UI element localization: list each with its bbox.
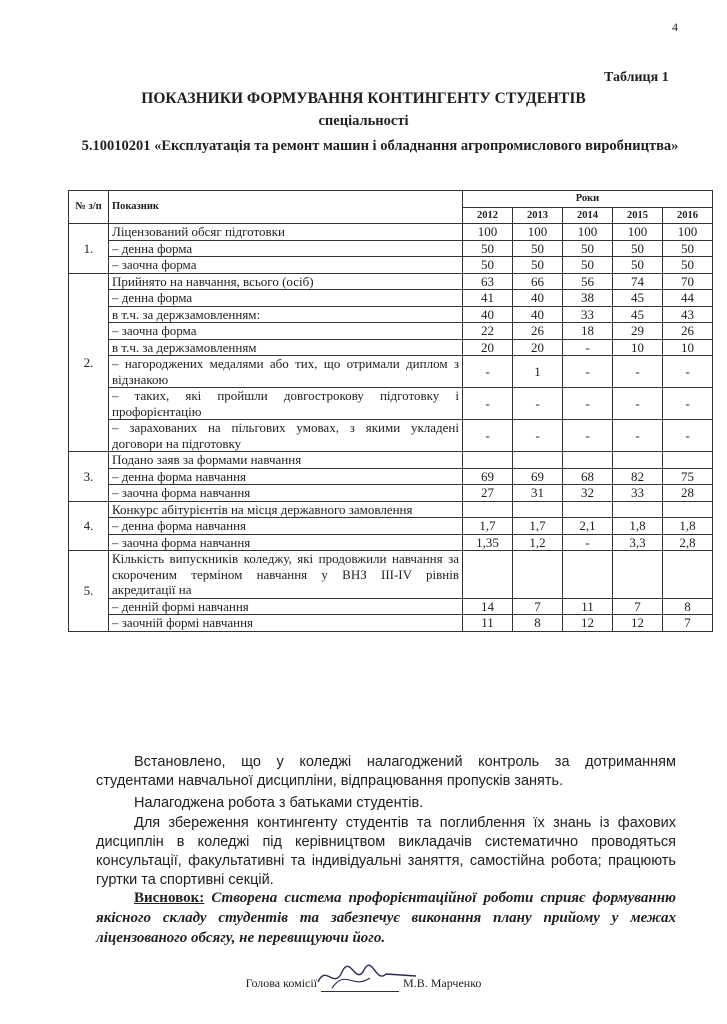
value-cell: 44 bbox=[663, 290, 713, 307]
value-cell: 69 bbox=[513, 468, 563, 485]
value-cell: - bbox=[563, 534, 613, 551]
value-cell: 29 bbox=[613, 323, 663, 340]
value-cell: 7 bbox=[613, 598, 663, 615]
value-cell: 7 bbox=[663, 615, 713, 632]
signature-blank bbox=[321, 976, 399, 992]
group-number: 4. bbox=[69, 501, 109, 551]
value-cell: 43 bbox=[663, 306, 713, 323]
value-cell: 100 bbox=[513, 224, 563, 241]
table-row bbox=[69, 273, 713, 290]
value-cell: 1,8 bbox=[663, 518, 713, 535]
value-cell bbox=[563, 452, 613, 469]
value-cell: 33 bbox=[563, 306, 613, 323]
table-row bbox=[69, 485, 713, 502]
value-cell: 18 bbox=[563, 323, 613, 340]
signature-line bbox=[0, 976, 727, 992]
value-cell: 45 bbox=[613, 306, 663, 323]
indicator-label: – заочна форма навчання bbox=[109, 534, 463, 551]
table-row bbox=[69, 598, 713, 615]
table-row bbox=[69, 452, 713, 469]
value-cell: 32 bbox=[563, 485, 613, 502]
header-year-2015: 2015 bbox=[613, 207, 663, 224]
value-cell: - bbox=[563, 388, 613, 420]
table-row bbox=[69, 615, 713, 632]
value-cell: 2,8 bbox=[663, 534, 713, 551]
value-cell: 7 bbox=[513, 598, 563, 615]
value-cell: 27 bbox=[463, 485, 513, 502]
value-cell: - bbox=[513, 388, 563, 420]
value-cell: - bbox=[563, 356, 613, 388]
value-cell: 11 bbox=[563, 598, 613, 615]
value-cell: 40 bbox=[513, 306, 563, 323]
indicator-label: Подано заяв за формами навчання bbox=[109, 452, 463, 469]
value-cell: - bbox=[463, 356, 513, 388]
indicator-label: – денна форма bbox=[109, 290, 463, 307]
value-cell: 50 bbox=[513, 257, 563, 274]
indicator-label: Кількість випускників коледжу, які продовжили навчання за скороченим терміном навчання у ВНЗ ІІІ-ІV рівнів акредитації на bbox=[109, 551, 463, 599]
paragraph-text: Встановлено, що у коледжі налагоджений контроль за дотриманням студентами навчальної дисципліни, відпрацювання пропусків занять. bbox=[96, 754, 676, 789]
value-cell: 70 bbox=[663, 273, 713, 290]
header-indicator: Показник bbox=[109, 191, 463, 224]
indicator-label: – заочна форма bbox=[109, 257, 463, 274]
value-cell: 20 bbox=[463, 339, 513, 356]
value-cell: - bbox=[563, 339, 613, 356]
value-cell: 50 bbox=[663, 240, 713, 257]
value-cell: 75 bbox=[663, 468, 713, 485]
value-cell: 50 bbox=[563, 257, 613, 274]
value-cell: 74 bbox=[613, 273, 663, 290]
paragraph-text: Налагоджена робота з батьками студентів. bbox=[134, 795, 424, 811]
value-cell: 1 bbox=[513, 356, 563, 388]
table-row bbox=[69, 356, 713, 388]
header-years-group: Роки bbox=[463, 191, 713, 208]
conclusion-heading: Висновок: bbox=[134, 890, 205, 906]
value-cell: 100 bbox=[563, 224, 613, 241]
value-cell: 26 bbox=[513, 323, 563, 340]
value-cell: 8 bbox=[663, 598, 713, 615]
value-cell: 100 bbox=[463, 224, 513, 241]
indicator-label: – заочній формі навчання bbox=[109, 615, 463, 632]
value-cell: - bbox=[663, 356, 713, 388]
value-cell: 3,3 bbox=[613, 534, 663, 551]
value-cell: 63 bbox=[463, 273, 513, 290]
value-cell bbox=[513, 551, 563, 599]
document-title: ПОКАЗНИКИ ФОРМУВАННЯ КОНТИНГЕНТУ СТУДЕНТІВ bbox=[141, 90, 586, 107]
value-cell: 1,8 bbox=[613, 518, 663, 535]
indicator-label: – денна форма навчання bbox=[109, 518, 463, 535]
value-cell bbox=[613, 551, 663, 599]
value-cell bbox=[663, 551, 713, 599]
value-cell: 50 bbox=[613, 257, 663, 274]
value-cell: 40 bbox=[463, 306, 513, 323]
specialty-name: 5.10010201 «Експлуатація та ремонт машин і обладнання агропромислового виробництва» bbox=[81, 138, 679, 154]
indicator-label: – нагороджених медалями або тих, що отримали диплом з відзнакою bbox=[109, 356, 463, 388]
value-cell: 10 bbox=[663, 339, 713, 356]
conclusion-text: Створена система профорієнтаційної роботи сприяє формуванню якісного складу студентів та забезпечує виконання плану прийому у межах ліцензованого обсягу, не перевищуючи його. bbox=[96, 890, 677, 946]
table-row bbox=[69, 257, 713, 274]
value-cell: 28 bbox=[663, 485, 713, 502]
value-cell: 56 bbox=[563, 273, 613, 290]
conclusion bbox=[96, 888, 676, 948]
value-cell bbox=[513, 452, 563, 469]
paragraph-parents bbox=[96, 794, 676, 813]
value-cell: - bbox=[613, 420, 663, 452]
signature-name: М.В. Марченко bbox=[403, 976, 482, 990]
value-cell: 40 bbox=[513, 290, 563, 307]
header-num: № з/п bbox=[69, 191, 109, 224]
value-cell: 2,1 bbox=[563, 518, 613, 535]
value-cell: - bbox=[563, 420, 613, 452]
table-row bbox=[69, 306, 713, 323]
page-number: 4 bbox=[672, 20, 678, 34]
value-cell bbox=[563, 551, 613, 599]
value-cell: 38 bbox=[563, 290, 613, 307]
value-cell: 69 bbox=[463, 468, 513, 485]
table-row bbox=[69, 339, 713, 356]
indicator-label: – заочна форма bbox=[109, 323, 463, 340]
header-year-2016: 2016 bbox=[663, 207, 713, 224]
table-row bbox=[69, 290, 713, 307]
value-cell: 1,2 bbox=[513, 534, 563, 551]
value-cell: - bbox=[663, 388, 713, 420]
indicator-label: Ліцензований обсяг підготовки bbox=[109, 224, 463, 241]
value-cell: 10 bbox=[613, 339, 663, 356]
value-cell: 14 bbox=[463, 598, 513, 615]
value-cell: 12 bbox=[613, 615, 663, 632]
table-row bbox=[69, 224, 713, 241]
value-cell: 50 bbox=[463, 257, 513, 274]
table-row bbox=[69, 388, 713, 420]
indicator-label: Конкурс абітурієнтів на місця державного замовлення bbox=[109, 501, 463, 518]
value-cell: 12 bbox=[563, 615, 613, 632]
table-label: Таблиця 1 bbox=[604, 70, 669, 85]
table-body bbox=[69, 224, 713, 632]
value-cell: 50 bbox=[513, 240, 563, 257]
indicator-label: в т.ч. за держзамовленням bbox=[109, 339, 463, 356]
value-cell bbox=[463, 551, 513, 599]
paragraph-text: Для збереження контингенту студентів та поглиблення їх знань із фахових дисциплін в коледжі під керівництвом викладачів систематично проводяться консультації, факультативні та індивідуальні заняття, самостійна робота; працюють гуртки та спортивні секцій. bbox=[96, 815, 676, 888]
indicator-label: – денна форма bbox=[109, 240, 463, 257]
value-cell: 1,7 bbox=[463, 518, 513, 535]
value-cell: - bbox=[463, 420, 513, 452]
indicators-table bbox=[68, 190, 713, 632]
value-cell: 20 bbox=[513, 339, 563, 356]
indicator-label: Прийнято на навчання, всього (осіб) bbox=[109, 273, 463, 290]
value-cell: 66 bbox=[513, 273, 563, 290]
value-cell: 31 bbox=[513, 485, 563, 502]
indicator-label: – зарахованих на пільгових умовах, з якими укладені договори на підготовку bbox=[109, 420, 463, 452]
value-cell: 1,7 bbox=[513, 518, 563, 535]
value-cell bbox=[613, 501, 663, 518]
signature-role: Голова комісії bbox=[245, 976, 318, 990]
group-number: 1. bbox=[69, 224, 109, 274]
value-cell bbox=[463, 452, 513, 469]
header-year-2012: 2012 bbox=[463, 207, 513, 224]
value-cell: 50 bbox=[663, 257, 713, 274]
value-cell: 1,35 bbox=[463, 534, 513, 551]
header-year-2014: 2014 bbox=[563, 207, 613, 224]
value-cell: 68 bbox=[563, 468, 613, 485]
table-row bbox=[69, 551, 713, 599]
value-cell bbox=[663, 452, 713, 469]
value-cell: 100 bbox=[663, 224, 713, 241]
table-row bbox=[69, 534, 713, 551]
value-cell: - bbox=[663, 420, 713, 452]
value-cell: 100 bbox=[613, 224, 663, 241]
indicator-label: – денній формі навчання bbox=[109, 598, 463, 615]
value-cell: 50 bbox=[613, 240, 663, 257]
value-cell: 50 bbox=[563, 240, 613, 257]
paragraph-control bbox=[96, 753, 676, 791]
value-cell: 26 bbox=[663, 323, 713, 340]
indicator-label: – таких, які пройшли довгострокову підготовку і профорієнтацію bbox=[109, 388, 463, 420]
value-cell bbox=[613, 452, 663, 469]
value-cell: - bbox=[613, 388, 663, 420]
value-cell: 41 bbox=[463, 290, 513, 307]
table-row bbox=[69, 420, 713, 452]
value-cell: 33 bbox=[613, 485, 663, 502]
group-number: 2. bbox=[69, 273, 109, 452]
table-row bbox=[69, 240, 713, 257]
table-row bbox=[69, 501, 713, 518]
header-year-2013: 2013 bbox=[513, 207, 563, 224]
value-cell: 50 bbox=[463, 240, 513, 257]
value-cell bbox=[513, 501, 563, 518]
paragraph-retention bbox=[96, 814, 676, 890]
indicator-label: – заочна форма навчання bbox=[109, 485, 463, 502]
value-cell bbox=[663, 501, 713, 518]
value-cell: - bbox=[513, 420, 563, 452]
value-cell: 82 bbox=[613, 468, 663, 485]
indicator-label: – денна форма навчання bbox=[109, 468, 463, 485]
value-cell bbox=[463, 501, 513, 518]
group-number: 3. bbox=[69, 452, 109, 502]
group-number: 5. bbox=[69, 551, 109, 632]
specialty-label: спеціальності bbox=[318, 113, 409, 129]
indicator-label: в т.ч. за держзамовленням: bbox=[109, 306, 463, 323]
value-cell bbox=[563, 501, 613, 518]
value-cell: - bbox=[463, 388, 513, 420]
table-row bbox=[69, 468, 713, 485]
value-cell: 8 bbox=[513, 615, 563, 632]
value-cell: - bbox=[613, 356, 663, 388]
value-cell: 11 bbox=[463, 615, 513, 632]
value-cell: 45 bbox=[613, 290, 663, 307]
table-row bbox=[69, 518, 713, 535]
table-row bbox=[69, 323, 713, 340]
value-cell: 22 bbox=[463, 323, 513, 340]
